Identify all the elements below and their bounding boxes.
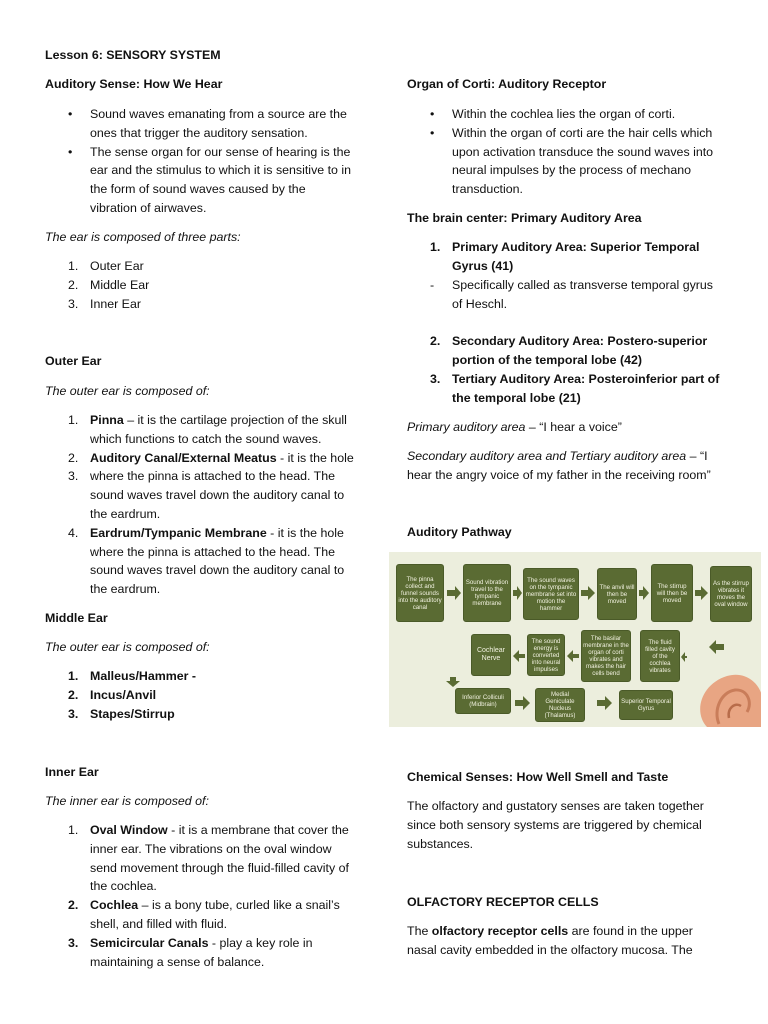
- arrow-right-icon: [597, 696, 612, 710]
- ear-parts-list: [68, 257, 149, 313]
- secondary-area: 2. Secondary Auditory Area: Postero-superior portion of the temporal lobe (42): [430, 334, 708, 367]
- list-item: 1. Outer Ear: [68, 259, 144, 273]
- auditory-pathway-diagram: [389, 552, 761, 727]
- auditory-pathway-heading: Auditory Pathway: [407, 525, 512, 539]
- auditory-bullets: [68, 105, 378, 218]
- pathway-step-tympanic: Sound vibration travel to the tympanic membrane: [463, 564, 511, 622]
- list-item: 4. Eardrum/Tympanic Membrane - it is the hole where the pinna is attached to the head. The sound waves travel down the auditory canal to the eardrum.: [68, 525, 345, 597]
- arrow-right-icon: [639, 586, 649, 600]
- brain-center-heading: The brain center: Primary Auditory Area: [407, 211, 642, 225]
- middle-ear-intro: The outer ear is composed of:: [45, 640, 210, 654]
- arrow-left-icon: [513, 650, 525, 662]
- tertiary-area: 3. Tertiary Auditory Area: Posteroinferior part of the temporal lobe (21): [430, 372, 720, 405]
- inner-ear-intro: The inner ear is composed of:: [45, 794, 209, 808]
- list-item: 1. Pinna – it is the cartilage projection of the skull which functions to catch the sound waves.: [68, 413, 347, 446]
- pathway-arrows: [389, 552, 761, 727]
- olfactory-heading: OLFACTORY RECEPTOR CELLS: [407, 895, 599, 909]
- chemical-senses-heading: Chemical Senses: How Well Smell and Taste: [407, 770, 669, 784]
- list-item: 1. Malleus/Hammer -: [68, 669, 197, 683]
- list-item: 3. Semicircular Canals - play a key role in maintaining a sense of balance.: [68, 935, 313, 969]
- arrow-left-icon: [681, 652, 687, 662]
- pathway-step-medial-geniculate: Medial Geniculate Nucleus (Thalamus): [535, 688, 585, 722]
- primary-quote: Primary auditory area – “I hear a voice”: [407, 420, 622, 434]
- ear-parts-intro: The ear is composed of three parts:: [45, 230, 241, 244]
- arrow-left-icon: [709, 640, 724, 654]
- outer-ear-intro: The outer ear is composed of:: [45, 384, 210, 398]
- outer-ear-heading: Outer Ear: [45, 354, 102, 368]
- arrow-right-icon: [695, 586, 708, 600]
- list-item: 1. Oval Window - it is a membrane that cover the inner ear. The vibrations on the oval window send movement through the fluid-filled cavity of the cochlea.: [68, 823, 349, 894]
- list-item: 2. Auditory Canal/External Meatus - it is the hole: [68, 450, 354, 465]
- pathway-step-cochlea-fluid: The fluid filled cavity of the cochlea vibrates: [640, 630, 680, 682]
- secondary-quote: Secondary auditory area and Tertiary auditory area – “I hear the angry voice of my father in the receiving room”: [407, 449, 711, 482]
- pathway-step-oval-window: As the stirrup vibrates it moves the oval window: [710, 566, 752, 622]
- arrow-right-icon: [513, 586, 522, 600]
- inner-ear-heading: Inner Ear: [45, 765, 99, 779]
- pathway-step-hammer: The sound waves on the tympanic membrane set into motion the hammer: [523, 568, 579, 620]
- pathway-step-cochlear-nerve: Cochlear Nerve: [471, 634, 511, 676]
- list-item: • Within the organ of corti are the hair cells which upon activation transduce the sound waves into neural impulses by the process of mechano transduction.: [430, 125, 714, 197]
- arrow-right-icon: [515, 696, 530, 710]
- arrow-right-icon: [447, 586, 461, 600]
- list-item: 3. where the pinna is attached to the head. The sound waves travel down the auditory canal to the eardrum.: [68, 469, 345, 521]
- list-item: 2. Incus/Anvil: [68, 687, 157, 702]
- lesson-title: Lesson 6: SENSORY SYSTEM: [45, 48, 221, 62]
- primary-area-note: - Specifically called as transverse temporal gyrus of Heschl.: [430, 278, 714, 311]
- pathway-step-pinna: The pinna collect and funnel sounds into the auditory canal: [396, 564, 444, 622]
- pathway-step-neural-impulses: The sound energy is converted into neural impulses: [527, 634, 565, 676]
- pathway-step-basilar-membrane: The basilar membrane in the organ of corti vibrates and makes the hair cells bend: [581, 630, 631, 682]
- list-item: 2. Cochlea – is a bony tube, curled like a snail’s shell, and filled with fluid.: [68, 898, 340, 931]
- corti-bullets: [430, 105, 750, 199]
- auditory-heading: Auditory Sense: How We Hear: [45, 77, 223, 91]
- list-item: 3. Inner Ear: [68, 296, 141, 311]
- pathway-step-anvil: The anvil will then be moved: [597, 568, 637, 620]
- list-item: 2. Middle Ear: [68, 277, 150, 292]
- ear-icon: [700, 675, 761, 727]
- olfactory-text: The olfactory receptor cells are found in the upper nasal cavity embedded in the olfactory mucosa. The: [407, 924, 693, 957]
- chemical-senses-text: The olfactory and gustatory senses are taken together since both sensory systems are triggered by chemical substances.: [407, 799, 704, 851]
- arrow-right-icon: [581, 586, 595, 600]
- list-item: • Within the cochlea lies the organ of corti.: [430, 107, 676, 121]
- inner-ear-list: [68, 821, 378, 971]
- corti-heading: Organ of Corti: Auditory Receptor: [407, 77, 607, 91]
- list-item: • The sense organ for our sense of hearing is the ear and the stimulus to which it is sensitive to in the form of sound waves caused by the vibration of airwaves.: [68, 144, 352, 215]
- pathway-step-inferior-colliculi: Inferior Colliculi (Midbrain): [455, 688, 511, 714]
- pathway-step-superior-temporal: Superior Temporal Gyrus: [619, 690, 673, 720]
- pathway-step-stirrup: The stirrup will then be moved: [651, 564, 693, 622]
- middle-ear-heading: Middle Ear: [45, 611, 108, 625]
- list-item: 3. Stapes/Stirrup: [68, 706, 175, 721]
- primary-area: 1. Primary Auditory Area: Superior Temporal Gyrus (41): [430, 240, 700, 273]
- list-item: • Sound waves emanating from a source are the ones that trigger the auditory sensation.: [68, 107, 347, 140]
- outer-ear-list: [68, 411, 378, 599]
- arrow-left-icon: [567, 650, 579, 662]
- middle-ear-list: [68, 667, 196, 723]
- arrow-down-icon: [446, 677, 460, 687]
